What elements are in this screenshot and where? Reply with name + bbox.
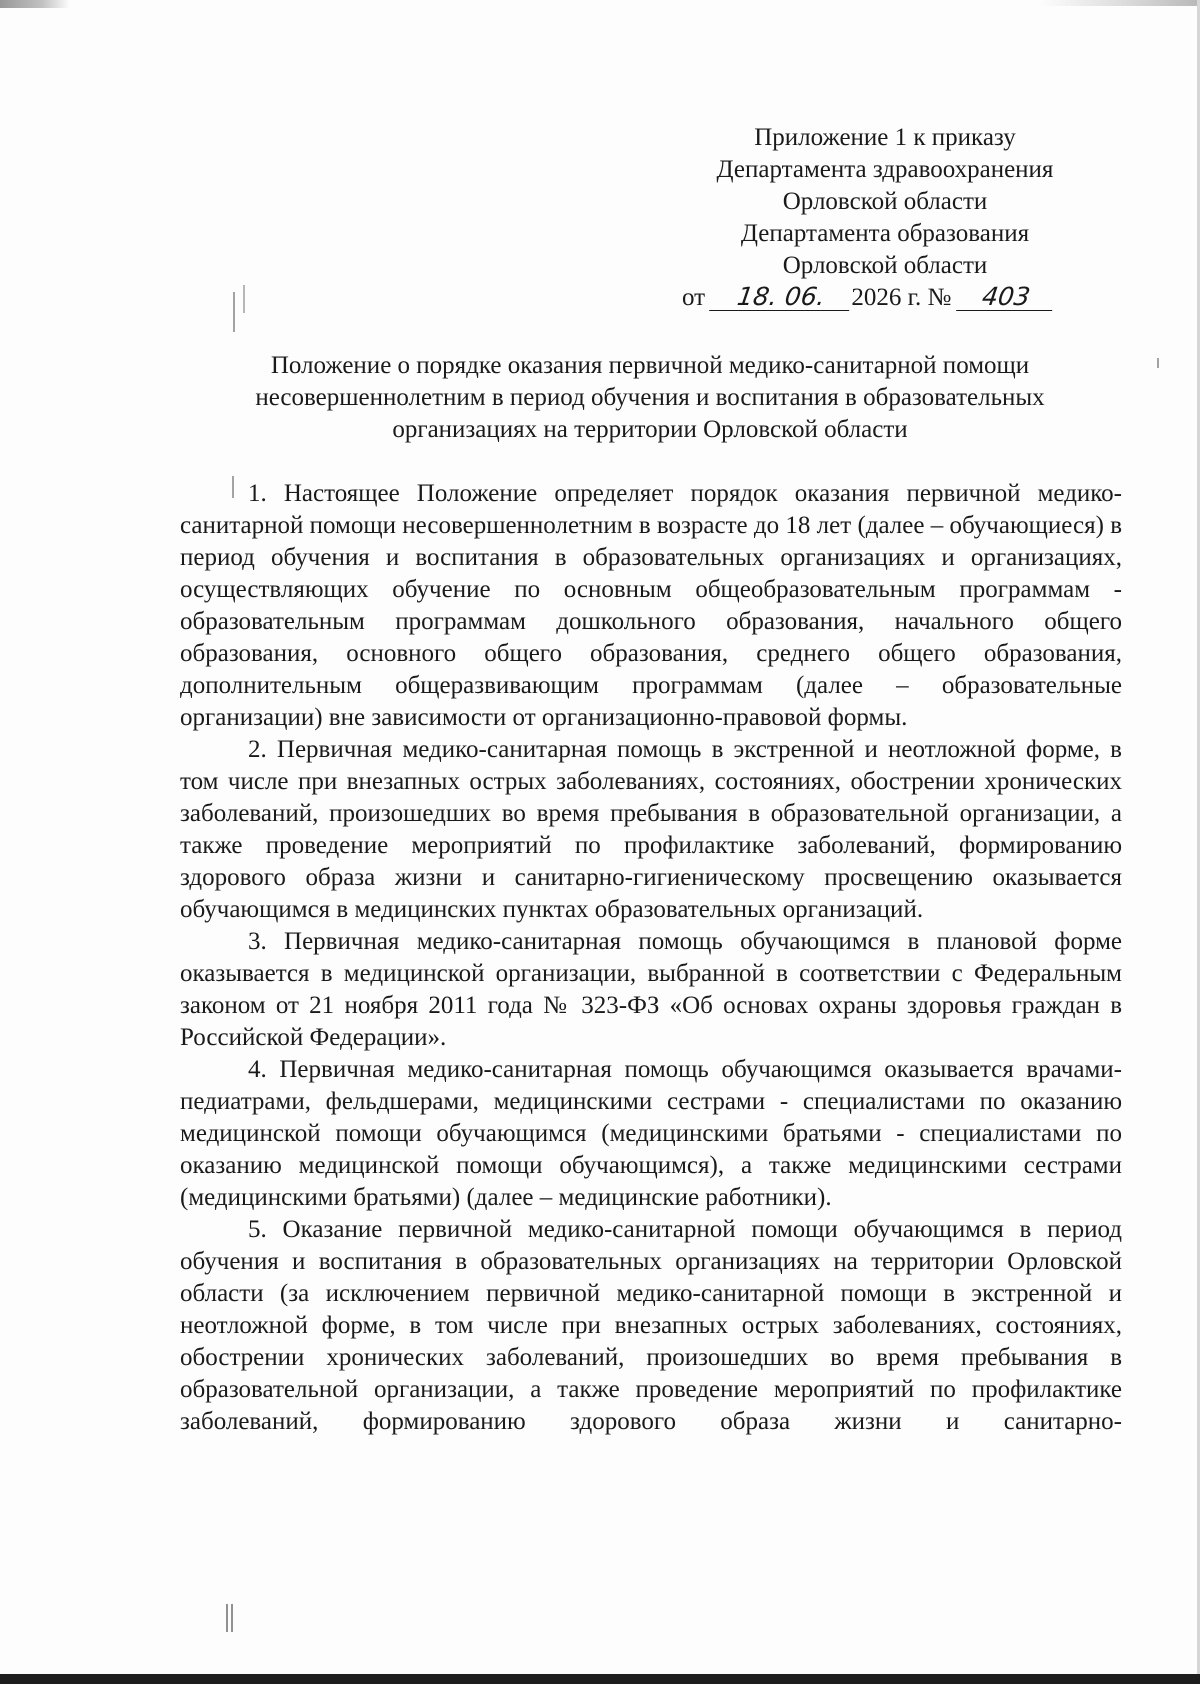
paragraph-4: 4. Первичная медико-санитарная помощь обучающимся оказывается врачами-педиатрами, фельдшерами, медицинскими сестрами - специалистами по оказанию медицинской помощи обучающимся (медицинскими братьями - специалистами по оказанию медицинской помощи обучающимся), а также медицинскими сестрами (медицинскими братьями) (далее – медицинские работники). (180, 1056, 1122, 1211)
scan-speck (226, 1604, 228, 1632)
document-body (180, 478, 1122, 1438)
order-date-line (682, 282, 1054, 314)
paragraph-2: 2. Первичная медико-санитарная помощь в экстренной и неотложной форме, в том числе при внезапных острых заболеваниях, состояниях, обострении хронических заболеваний, произошедших во время пребывания в образовательной организации, а также проведение мероприятий по профилактике заболеваний, формированию здорового образа жизни и санитарно-гигиеническому просвещению оказывается обучающимся в медицинских пунктах образовательных организаций. (180, 736, 1122, 923)
scan-speck (233, 292, 235, 332)
paragraph-5: 5. Оказание первичной медико-санитарной помощи обучающимся в период обучения и воспитания в образовательных организациях на территории Орловской области (за исключением первичной медико-санитарной помощи в экстренной и неотложной форме, в том числе при внезапных острых заболеваниях, состояниях, обострении хронических заболеваний, произошедших во время пребывания в образовательной организации, а также проведение мероприятий по профилактике заболеваний, формированию здорового образа жизни и санитарно- (180, 1216, 1122, 1435)
approval-line: Приложение 1 к приказу (754, 124, 1016, 151)
document-title: Положение о порядке оказания первичной медико-санитарной помощи несовершеннолетним в период обучения и воспитания в образовательных организациях на территории Орловской области (255, 352, 1045, 443)
handwritten-date: 18. 06. (709, 284, 853, 311)
handwritten-order-number: 403 (956, 284, 1056, 311)
approval-block (660, 122, 1110, 282)
scan-speck (243, 285, 245, 313)
scan-artifact-bottom-edge (0, 1674, 1200, 1684)
scan-speck (1157, 358, 1159, 368)
year-number-label: 2026 г. № (851, 284, 952, 311)
scan-artifact-top-left (0, 0, 70, 8)
paragraph-1: 1. Настоящее Положение определяет порядок оказания первичной медико-санитарной помощи несовершеннолетним в возрасте до 18 лет (далее – обучающиеся) в период обучения и воспитания в образовательных организациях и организациях, осуществляющих обучение по основным общеобразовательным программам - образовательным программам дошкольного образования, начального общего образования, основного общего образования, среднего общего образования, дополнительным общеразвивающим программам (далее – образовательные организации) вне зависимости от организационно-правовой формы. (180, 480, 1122, 731)
approval-line: Департамента здравоохранения (716, 156, 1054, 183)
date-prefix: от (682, 284, 706, 311)
approval-line: Орловской области (782, 252, 988, 279)
scan-artifact-top-right (1040, 0, 1200, 6)
paragraph-3: 3. Первичная медико-санитарная помощь обучающимся в плановой форме оказывается в медицинской организации, выбранной в соответствии с Федеральным законом от 21 ноября 2011 года № 323-ФЗ «Об основах охраны здоровья граждан в Российской Федерации». (180, 928, 1122, 1051)
approval-line: Орловской области (782, 188, 988, 215)
scan-speck (231, 1604, 233, 1632)
approval-line: Департамента образования (740, 220, 1030, 247)
